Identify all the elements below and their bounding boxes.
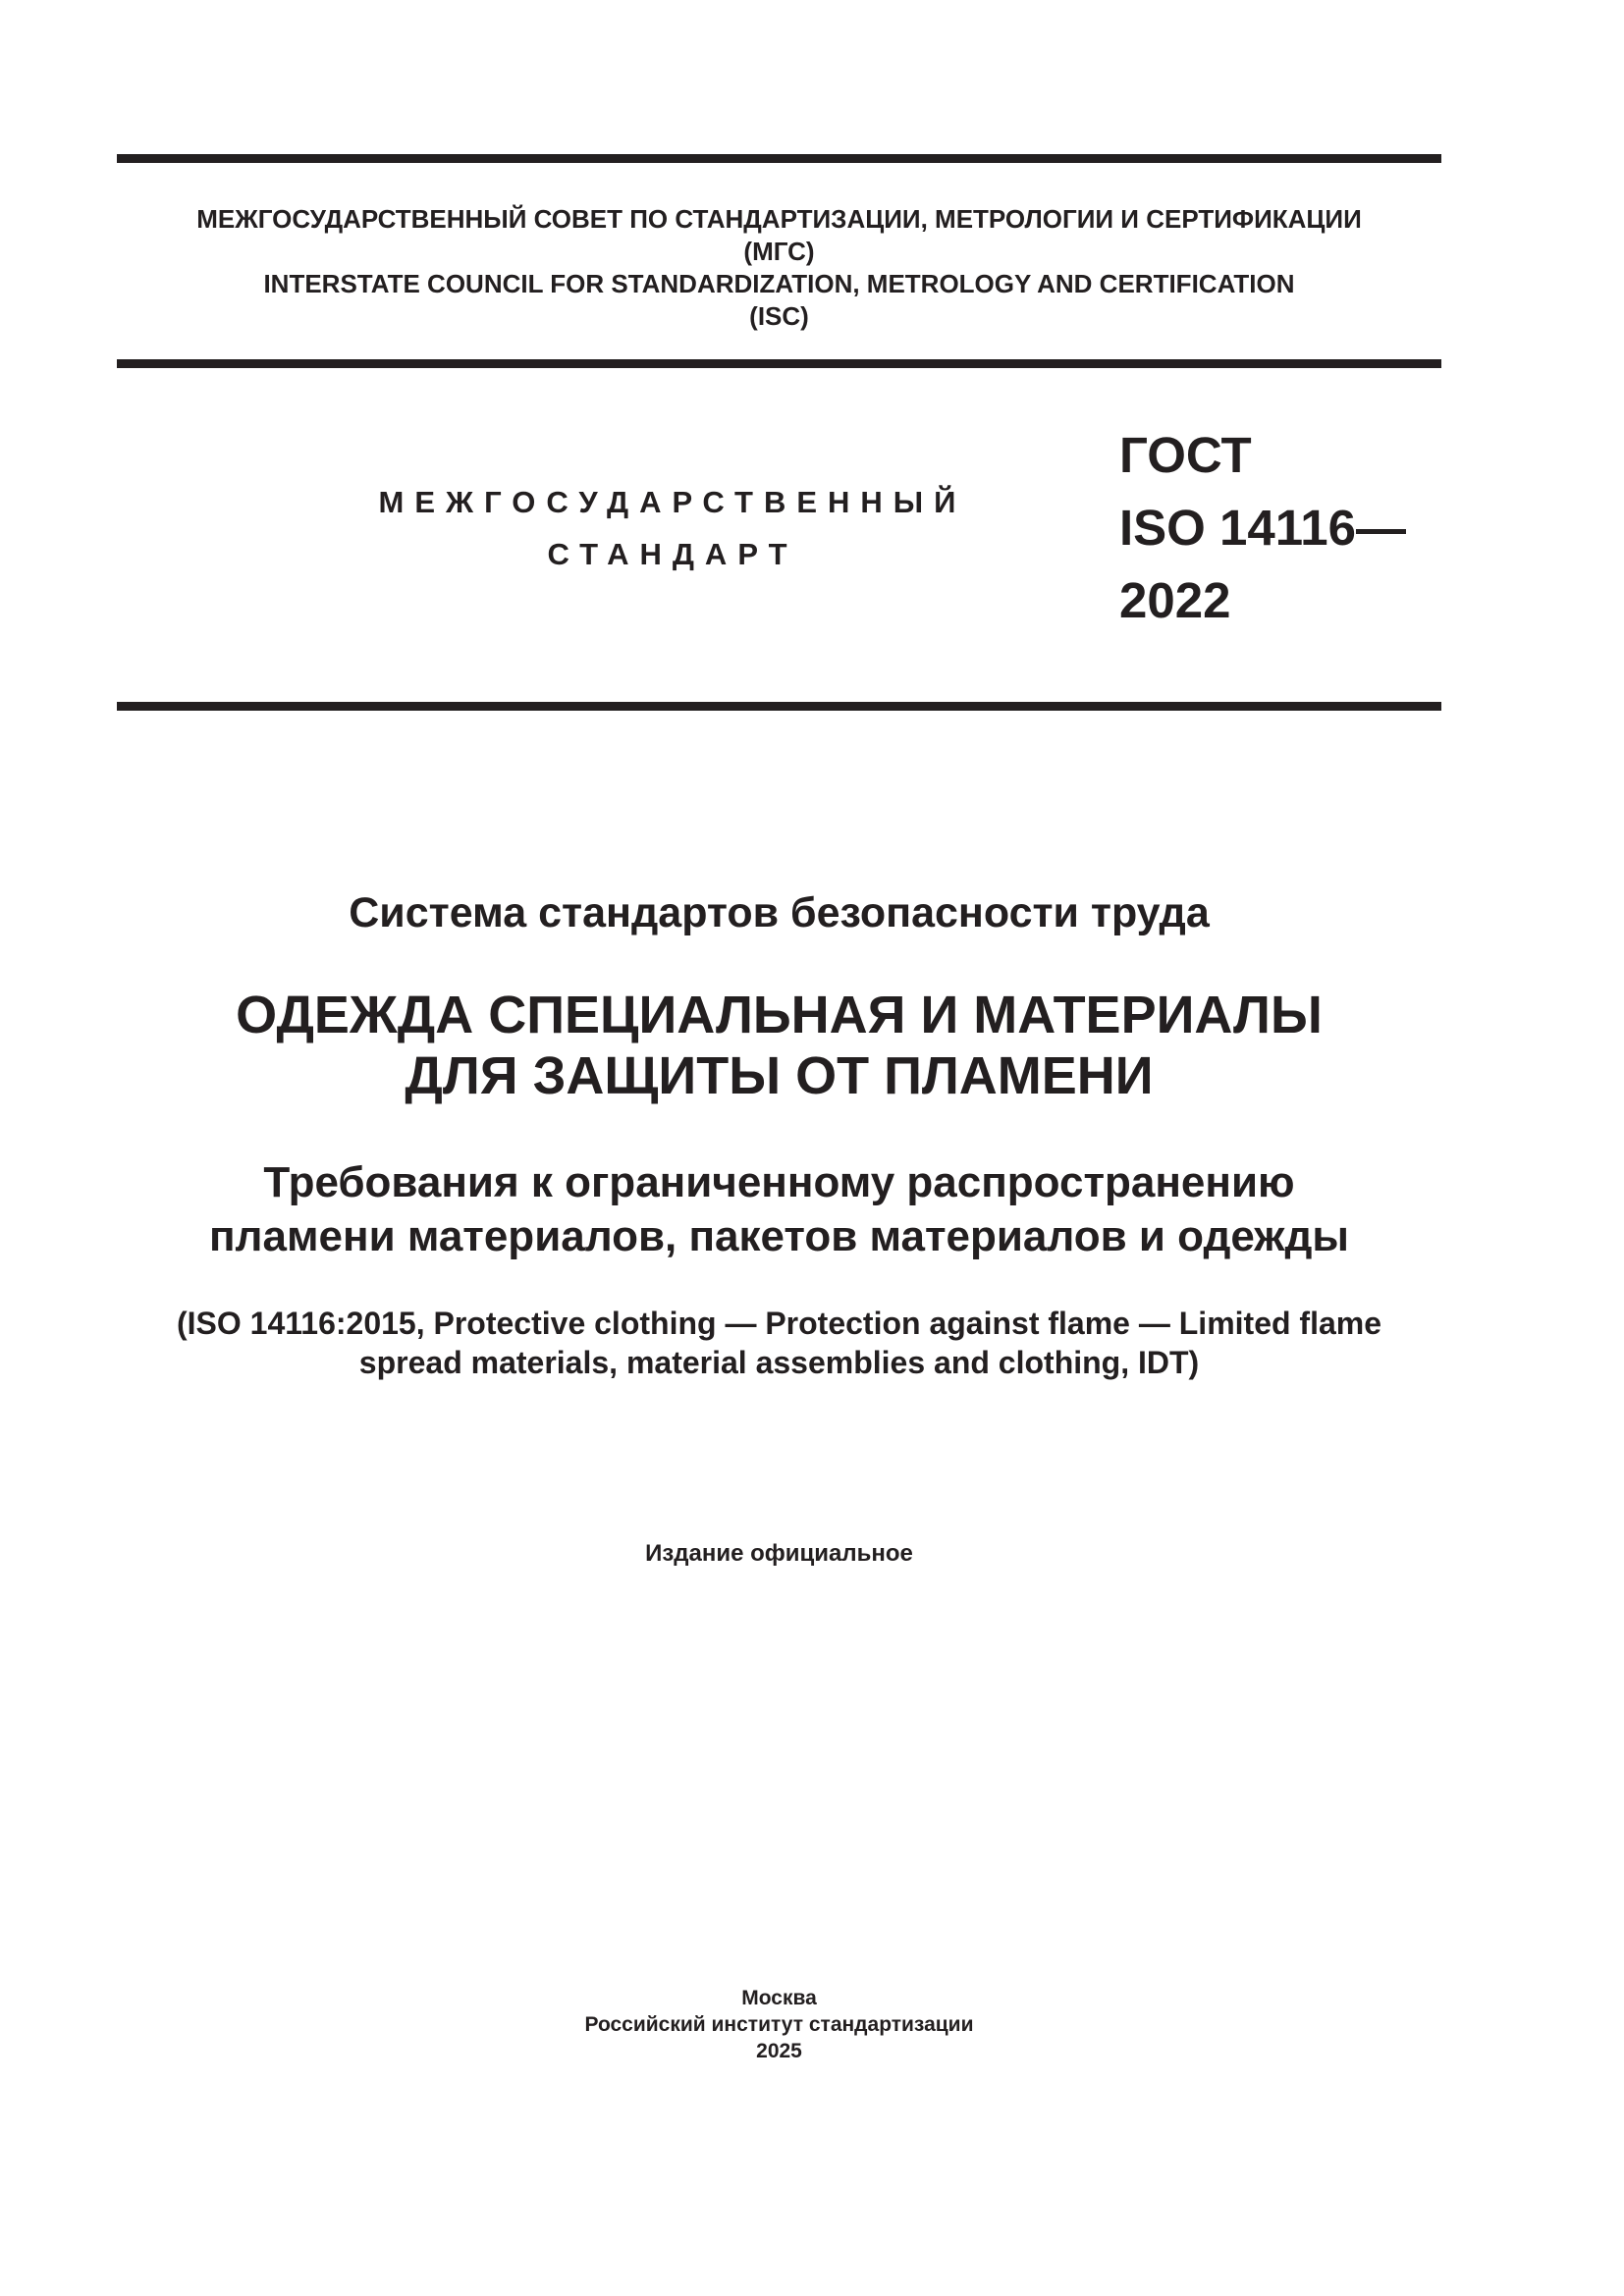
standard-type-line-1: МЕЖГОСУДАРСТВЕННЫЙ [378,485,967,519]
council-header [117,203,1441,333]
designation-line-1: ГОСТ [1119,427,1252,483]
standard-type-line-2: СТАНДАРТ [547,537,798,571]
edition-text: Издание официальное [645,1540,913,1567]
sub-title [117,1155,1441,1263]
series-title [117,885,1441,940]
edition-note [117,1539,1441,1569]
designation-line-3: 2022 [1119,572,1231,628]
iso-reference [117,1304,1441,1382]
middle-rule [117,359,1441,368]
top-rule [117,154,1441,163]
main-title-line-2: ДЛЯ ЗАЩИТЫ ОТ ПЛАМЕНИ [405,1046,1154,1105]
designation-line-2: ISO 14116— [1119,500,1407,556]
council-abbr-ru: (МГС) [743,237,815,266]
bottom-rule [117,702,1441,711]
publisher-year: 2025 [756,2040,802,2062]
publisher-city: Москва [741,1987,817,2009]
publisher-block [117,1985,1441,2064]
main-title [117,985,1441,1106]
sub-title-line-2: пламени материалов, пакетов материалов и одежды [208,1212,1349,1260]
series-title-text: Система стандартов безопасности труда [349,889,1210,936]
standard-type-label [314,476,1031,580]
iso-reference-line-2: spread materials, material assemblies and clothing, IDT) [358,1345,1200,1380]
council-abbr-en: (ISC) [749,301,809,331]
sub-title-line-1: Требования к ограниченному распространению [263,1158,1295,1206]
council-name-en: INTERSTATE COUNCIL FOR STANDARDIZATION, METROLOGY AND CERTIFICATION [263,269,1295,298]
main-title-line-1: ОДЕЖДА СПЕЦИАЛЬНАЯ И МАТЕРИАЛЫ [236,986,1323,1044]
council-name-ru: МЕЖГОСУДАРСТВЕННЫЙ СОВЕТ ПО СТАНДАРТИЗАЦИИ, МЕТРОЛОГИИ И СЕРТИФИКАЦИИ [196,204,1362,234]
standard-designation [1119,419,1406,637]
iso-reference-line-1: (ISO 14116:2015, Protective clothing — Protection against flame — Limited flame [176,1306,1382,1341]
publisher-name: Российский институт стандартизации [584,2013,974,2036]
